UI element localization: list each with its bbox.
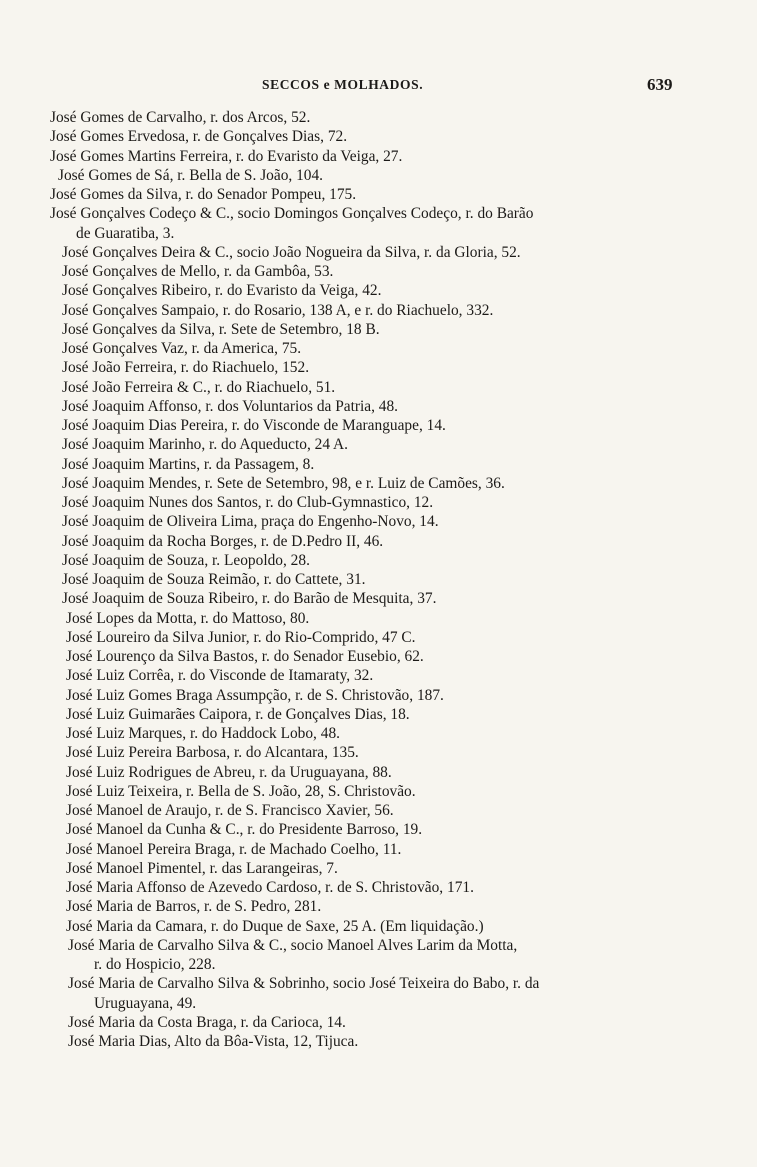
entry-continuation: de Guaratiba, 3. — [76, 224, 175, 242]
list-item — [50, 782, 715, 801]
entry-text: José João Ferreira, r. do Riachuelo, 152. — [62, 359, 310, 377]
entry-text: José Joaquim de Souza, r. Leopoldo, 28. — [62, 551, 310, 569]
entry-text: José Joaquim Marinho, r. do Aqueducto, 24 A. — [62, 436, 348, 454]
list-item — [50, 416, 715, 435]
list-item — [50, 455, 715, 474]
list-item — [50, 743, 715, 762]
entry-text: José Joaquim Affonso, r. dos Voluntarios da Patria, 48. — [62, 397, 399, 415]
list-item — [50, 108, 715, 127]
entry-text: José Luiz Corrêa, r. do Visconde de Itamaraty, 32. — [66, 667, 374, 685]
entry-text: José Gonçalves de Mello, r. da Gambôa, 53. — [62, 263, 334, 280]
list-item — [50, 397, 715, 416]
list-item — [50, 820, 715, 839]
list-item — [50, 1032, 715, 1051]
entry-text: José Maria de Carvalho Silva & C., socio Manoel Alves Larim da Motta, — [68, 936, 518, 954]
entry-text: José Joaquim de Souza Ribeiro, r. do Barão de Mesquita, 37. — [62, 590, 437, 608]
entry-continuation: r. do Hospicio, 228. — [94, 956, 216, 973]
entry-text: José Luiz Gomes Braga Assumpção, r. de S. Christovão, 187. — [66, 686, 444, 704]
list-item — [50, 281, 715, 300]
list-item — [50, 878, 715, 897]
page-number: 639 — [647, 75, 673, 94]
list-item — [50, 1013, 715, 1032]
entry-text: José Luiz Marques, r. do Haddock Lobo, 48. — [66, 725, 340, 742]
list-item — [50, 974, 715, 1013]
entry-text: José Lourenço da Silva Bastos, r. do Senador Eusebio, 62. — [66, 648, 424, 665]
entry-text: José Gonçalves Vaz, r. da America, 75. — [62, 340, 302, 357]
list-item — [50, 589, 715, 608]
list-item — [50, 358, 715, 377]
list-item — [50, 378, 715, 397]
entry-text: José Gonçalves Deira & C., socio João Nogueira da Silva, r. da Gloria, 52. — [62, 243, 521, 261]
list-item — [50, 166, 715, 185]
list-item — [50, 917, 715, 936]
list-item — [50, 936, 715, 975]
entry-text: José Manoel Pereira Braga, r. de Machado Coelho, 11. — [66, 840, 402, 858]
entry-text: José Joaquim Nunes dos Santos, r. do Club-Gymnastico, 12. — [62, 494, 434, 511]
list-item — [50, 301, 715, 320]
list-item — [50, 840, 715, 859]
entry-text: José Lopes da Motta, r. do Mattoso, 80. — [66, 609, 310, 627]
entry-text: José Maria Dias, Alto da Bôa-Vista, 12, Tijuca. — [68, 1033, 359, 1050]
list-item — [50, 609, 715, 628]
entry-text: José Gonçalves Ribeiro, r. do Evaristo da Veiga, 42. — [62, 282, 382, 300]
entry-text: José Manoel Pimentel, r. das Larangeiras, 7. — [66, 859, 338, 877]
entry-text: José Joaquim Martins, r. da Passagem, 8. — [62, 455, 315, 473]
list-item — [50, 724, 715, 743]
list-item — [50, 801, 715, 820]
entry-text: José Luiz Rodrigues de Abreu, r. da Uruguayana, 88. — [66, 763, 392, 781]
list-item — [50, 262, 715, 281]
entry-text: José Gomes Martins Ferreira, r. do Evaristo da Veiga, 27. — [50, 147, 403, 165]
entry-text: José Joaquim da Rocha Borges, r. de D.Pedro II, 46. — [62, 532, 384, 550]
list-item — [50, 243, 715, 262]
entry-text: José Luiz Pereira Barbosa, r. do Alcantara, 135. — [66, 744, 359, 762]
page-header — [0, 73, 757, 101]
entry-text: José Maria da Costa Braga, r. da Carioca, 14. — [68, 1013, 346, 1031]
list-item — [50, 204, 715, 243]
entry-text: José Maria da Camara, r. do Duque de Saxe, 25 A. (Em liquidação.) — [66, 917, 484, 935]
list-item — [50, 897, 715, 916]
entry-text: José Maria Affonso de Azevedo Cardoso, r. de S. Christovão, 171. — [66, 879, 474, 896]
list-item — [50, 127, 715, 146]
page-title: SECCOS e MOLHADOS. — [262, 77, 424, 92]
list-item — [50, 551, 715, 570]
entry-text: José Gonçalves Sampaio, r. do Rosario, 138 A, e r. do Riachuelo, 332. — [62, 301, 494, 319]
list-item — [50, 147, 715, 166]
entry-text: José Luiz Guimarães Caipora, r. de Gonçalves Dias, 18. — [66, 705, 410, 723]
entry-text: José Gomes de Sá, r. Bella de S. João, 104. — [58, 166, 324, 184]
entry-text: José Gomes da Silva, r. do Senador Pompeu, 175. — [50, 186, 357, 203]
entry-text: José Maria de Barros, r. de S. Pedro, 281. — [66, 898, 322, 916]
list-item — [50, 339, 715, 358]
entry-text: José Loureiro da Silva Junior, r. do Rio-Comprido, 47 C. — [66, 628, 416, 646]
entry-text: José Gonçalves da Silva, r. Sete de Setembro, 18 B. — [62, 320, 380, 338]
entry-text: José Joaquim de Oliveira Lima, praça do Engenho-Novo, 14. — [62, 513, 439, 531]
list-item — [50, 493, 715, 512]
entry-text: José João Ferreira & C., r. do Riachuelo, 51. — [62, 378, 336, 396]
entry-text: José Joaquim Dias Pereira, r. do Visconde de Maranguape, 14. — [62, 417, 446, 434]
entry-text: José Joaquim de Souza Reimão, r. do Cattete, 31. — [62, 571, 366, 588]
entry-text: José Gomes de Carvalho, r. dos Arcos, 52. — [50, 109, 311, 126]
list-item — [50, 512, 715, 531]
list-item — [50, 647, 715, 666]
list-item — [50, 185, 715, 204]
entry-continuation: Uruguayana, 49. — [94, 994, 197, 1012]
entry-text: José Gonçalves Codeço & C., socio Domingos Gonçalves Codeço, r. do Barão — [50, 205, 534, 223]
list-item — [50, 435, 715, 454]
list-item — [50, 859, 715, 878]
entry-text: José Manoel de Araujo, r. de S. Francisco Xavier, 56. — [66, 802, 394, 819]
entry-text: José Gomes Ervedosa, r. de Gonçalves Dias, 72. — [50, 128, 348, 146]
list-item — [50, 628, 715, 647]
list-item — [50, 474, 715, 493]
list-item — [50, 320, 715, 339]
list-item — [50, 686, 715, 705]
entry-text: José Luiz Teixeira, r. Bella de S. João, 28, S. Christovão. — [66, 782, 416, 800]
list-item — [50, 763, 715, 782]
list-item — [50, 570, 715, 589]
directory-listing — [50, 108, 715, 1051]
list-item — [50, 532, 715, 551]
entry-text: José Joaquim Mendes, r. Sete de Setembro, 98, e r. Luiz de Camões, 36. — [62, 474, 505, 492]
entry-text: José Manoel da Cunha & C., r. do Presidente Barroso, 19. — [66, 821, 423, 839]
entry-text: José Maria de Carvalho Silva & Sobrinho, socio José Teixeira do Babo, r. da — [68, 975, 540, 993]
list-item — [50, 705, 715, 724]
list-item — [50, 666, 715, 685]
